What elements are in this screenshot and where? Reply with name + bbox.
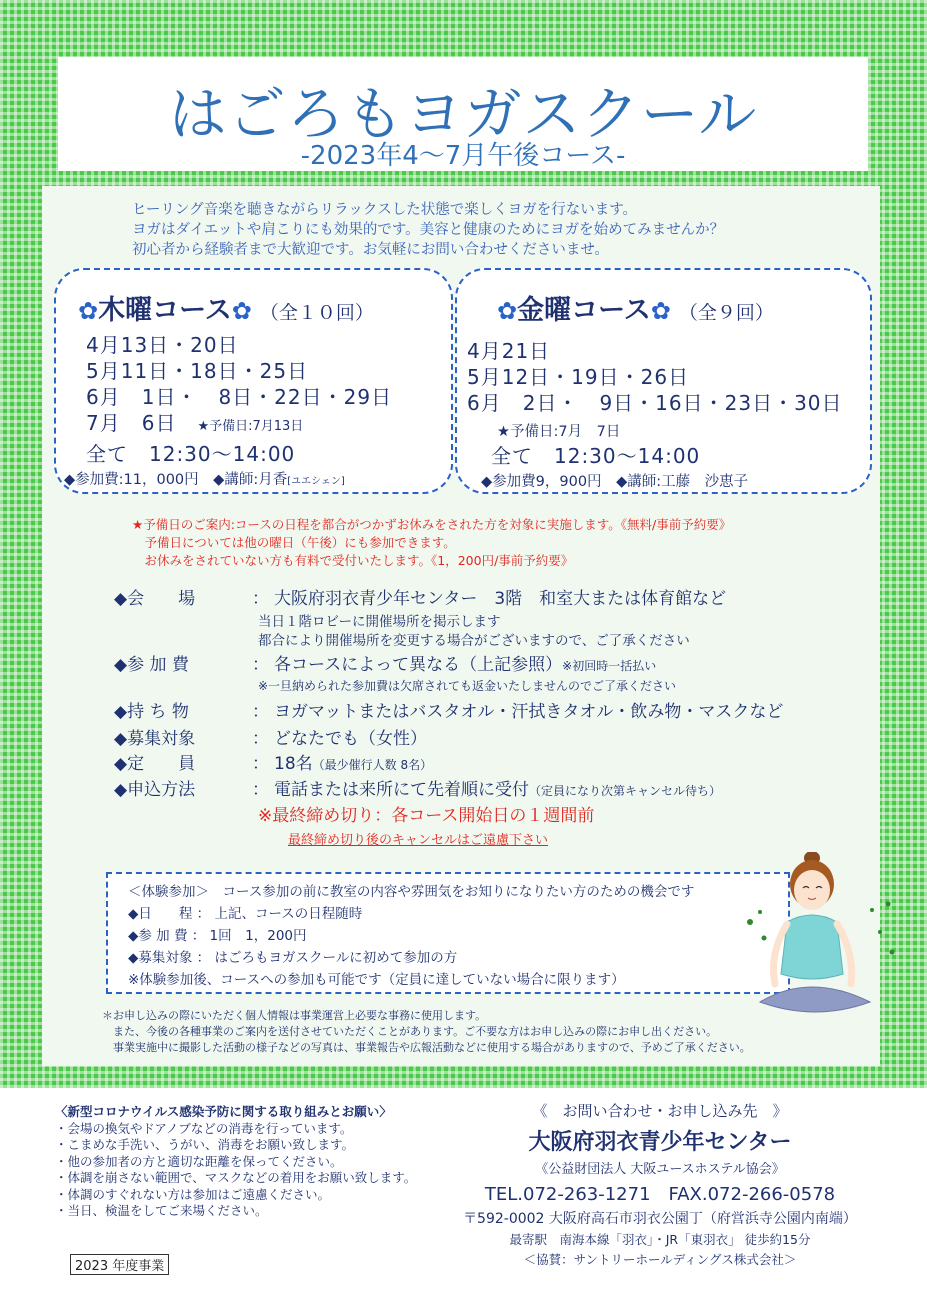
organization-corp: 《公益財団法人 大阪ユースホステル協会》 [535,1162,785,1177]
address: 〒592-0002 大阪府高石市羽衣公園丁（府営浜寺公園内南端） [463,1211,857,1227]
reserve-day-notice: ★予備日のご案内:コースの日程を都合がつかずお休みをされた方を対象に実施します。《無料/事前予約要》 予備日については他の曜日（午後）にも参加できます。 お休みをされていない方も有料で受付いたします。《1，200円/事前予約要》 [132,517,732,568]
thursday-reserve-day: ★予備日:7月13日 [197,419,304,434]
thursday-course-heading: ✿木曜コース✿ （全１０回） [78,295,374,326]
flower-icon: ✿ [78,297,99,325]
target-row: ◆募集対象 ： どなたでも（女性） [114,729,427,749]
privacy-note: ＊お申し込みの際にいただく個人情報は事業運営上必要な事務に使用します。 また、今後の各種事業のご案内を送付させていただくことがあります。ご不要な方はお申し込みの際にお申し出ください。 事業実施中に撮影した活動の様子などの写真は、事業報告や広報活動などに使用する場合がありますので、予めご了承ください。 [102,1009,751,1054]
phone-fax: TEL.072-263-1271 FAX.072-266-0578 [484,1184,836,1205]
venue-note-2: 都合により開催場所を変更する場合がございますので、ご了承ください [258,633,690,649]
trial-note: ※体験参加後、コースへの参加も可能です（定員に達していない場合に限ります） [128,972,625,988]
contact-heading: 《 お問い合わせ・お申し込み先 》 [532,1102,788,1120]
apply-row: ◆申込方法 ： 電話または来所にて先着順に受付（定員になり次第キャンセル待ち） [114,780,722,800]
fee-refund-note: ※一旦納められた参加費は欠席されても返金いたしませんのでご了承ください [258,679,677,693]
covid-measures: 〈新型コロナウイルス感染予防に関する取り組みとお願い〉 ・会場の換気やドアノブなどの消毒を行っています。 ・こまめな手洗い、うがい、消毒をお願い致します。 ・他の参加者の方と適切な距離を保ってください。 ・体調を崩さない範囲で、マスクなどの着用をお願い致します。 ・体調のすぐれない方は参加はご遠慮ください。 ・当日、検温をしてご来場ください。 [55,1104,417,1218]
items-row: ◆持 ち 物 ： ヨガマットまたはバスタオル・汗拭きタオル・飲み物・マスクなど [114,702,784,722]
organization-name: 大阪府羽衣青少年センター [528,1130,792,1155]
cancel-note: 最終締め切り後のキャンセルはご遠慮下さい [288,833,549,848]
friday-course-heading: ✿金曜コース✿ （全９回） [497,295,774,326]
thursday-time: 全て 12:30～14:00 [86,442,296,466]
page-title: はごろもヨガスクール [168,80,758,148]
sponsor: ＜協賛：サントリーホールディングス株式会社＞ [523,1252,797,1267]
title-box [58,57,868,171]
page-subtitle: -2023年4～7月午後コース- [300,141,626,171]
thursday-fee-teacher: ◆参加費:11，000円 ◆講師:月香[ユエシェン] [64,472,345,488]
intro-text: ヒーリング音楽を聴きながらリラックスした状態で楽しくヨガを行ないます。 ヨガはダイエットや肩こりにも効果的です。美容と健康のためにヨガを始めてみませんか？ 初心者から経験者まで大歓迎です。お気軽にお問い合わせくださいませ。 [132,202,725,258]
trial-box [106,872,790,994]
friday-fee-teacher: ◆参加費9，900円 ◆講師:工藤 沙恵子 [481,474,749,490]
thursday-dates: 4月13日・20日 5月11日・18日・25日 6月 1日・ 8日・22日・29日 7月 6日 ★予備日:7月13日 [86,333,393,435]
friday-time: 全て 12:30～14:00 [491,444,701,468]
trial-target: ◆募集対象 ： はごろもヨガスクールに初めて参加の方 [128,950,458,966]
capacity-row: ◆定 員 ： 18名（最少催行人数 8名） [114,754,433,774]
trial-schedule: ◆日 程 ： 上記、コースの日程随時 [128,906,363,922]
friday-dates: 4月21日 5月12日・19日・26日 6月 2日・ 9日・16日・23日・30日 [467,339,843,415]
venue-note-1: 当日１階ロビーに開催場所を掲示します [258,614,501,630]
deadline-note: ※最終締め切り：各コース開始日の１週間前 [258,806,595,826]
fee-row: ◆参 加 費 ： 各コースによって異なる（上記参照）※初回時一括払い [114,655,657,675]
fiscal-year-label: 2023 年度事業 [70,1254,169,1275]
flower-icon: ✿ [650,297,671,325]
flower-icon: ✿ [497,297,518,325]
contact-info [430,1100,890,1268]
yoga-woman-illustration [740,852,900,1022]
flower-icon: ✿ [231,297,252,325]
trial-heading: ＜体験参加＞ コース参加の前に教室の内容や雰囲気をお知りになりたい方のための機会です [128,884,695,900]
trial-fee: ◆参 加 費 ： 1回 1，200円 [128,928,307,944]
thursday-course-box [54,268,453,494]
venue-row: ◆会 場 ： 大阪府羽衣青少年センター 3階 和室大または体育館など [114,589,727,609]
nearest-station: 最寄駅 南海本線「羽衣」・JR「東羽衣」 徒歩約15分 [509,1232,811,1247]
friday-reserve-day: ★予備日:7月 7日 [497,424,621,440]
friday-course-box [455,268,872,494]
